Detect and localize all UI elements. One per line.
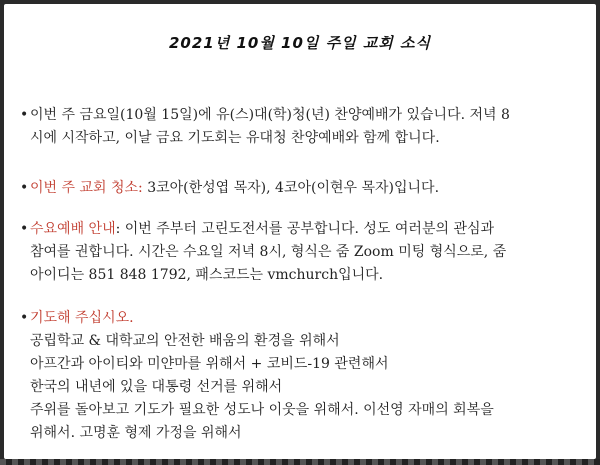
news-line: 이번 주 금요일(10월 15일)에 유(스)대(학)청(년) 찬양예배가 있습니다. 저녁 8	[30, 107, 510, 123]
section-text: : 이번 주부터 고린도전서를 공부합니다. 성도 여러분의 관심과	[115, 221, 495, 237]
bulletin-paper	[4, 4, 596, 459]
bullet-marker: •	[20, 310, 29, 326]
prayer-line: 한국의 내년에 있을 대통령 선거를 위해서	[30, 379, 283, 395]
section-heading: 기도해 주십시오.	[30, 310, 134, 326]
news-item-cleaning	[20, 177, 590, 200]
bullet-marker: •	[20, 221, 29, 237]
news-line: 아이디는 851 848 1792, 패스코드는 vmchurch입니다.	[30, 267, 384, 283]
bulletin-title: 2021년 10월 10일 주일 교회 소식	[168, 34, 432, 52]
news-line	[30, 177, 590, 200]
prayer-line: 주위를 돌아보고 기도가 필요한 성도나 이웃을 위해서. 이선영 자매의 회복을	[30, 402, 494, 418]
news-item-friday-worship	[20, 104, 590, 150]
prayer-line: 아프간과 아이티와 미얀마를 위해서 + 코비드-19 관련해서	[30, 356, 389, 372]
bullet-marker: •	[20, 180, 29, 196]
torn-bottom-edge	[0, 459, 600, 465]
prayer-line: 위해서. 고명훈 형제 가정을 위해서	[30, 425, 242, 441]
news-line: 참여를 권합니다. 시간은 수요일 저녁 8시, 형식은 줌 Zoom 미팅 형식으로, 줌	[30, 244, 507, 260]
news-line: 시에 시작하고, 이날 금요 기도회는 유대청 찬양예배와 함께 합니다.	[30, 130, 440, 146]
prayer-line: 공립학교 & 대학교의 안전한 배움의 환경을 위해서	[30, 333, 340, 349]
section-text: 3코아(한성엽 목자), 4코아(이현우 목자)입니다.	[142, 180, 440, 196]
news-item-wednesday-worship	[20, 218, 590, 287]
news-item-prayer-requests	[20, 307, 590, 445]
section-heading: 이번 주 교회 청소:	[30, 180, 143, 196]
news-line	[30, 218, 590, 241]
bullet-marker: •	[20, 107, 29, 123]
section-heading: 수요예배 안내	[30, 221, 116, 237]
